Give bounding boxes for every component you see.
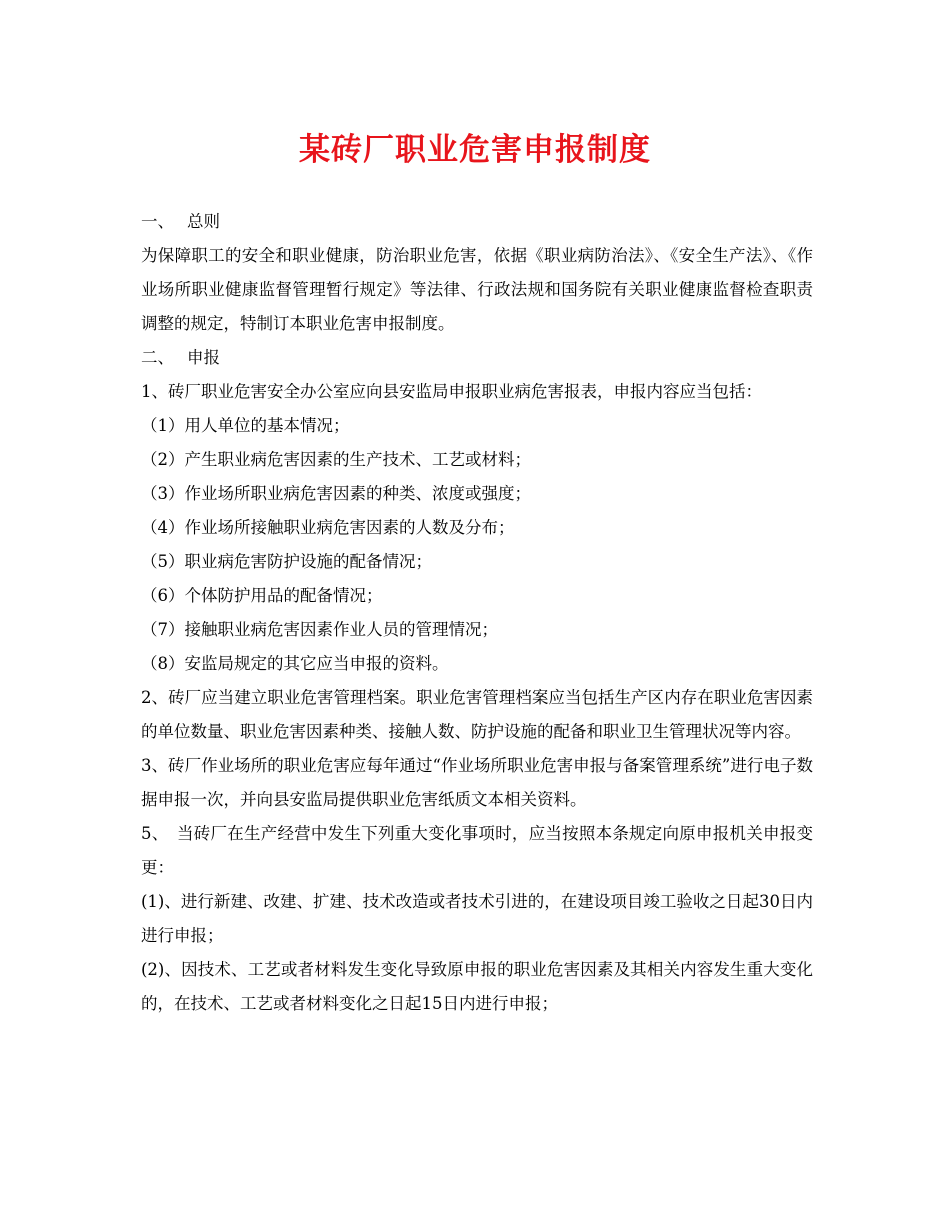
change-item: (2)、因技术、工艺或者材料发生变化导致原申报的职业危害因素及其相关内容发生重大变化的，在技术、工艺或者材料变化之日起15日内进行申报； bbox=[141, 960, 813, 1013]
report-item-2: 2、砖厂应当建立职业危害管理档案。职业危害管理档案应当包括生产区内存在职业危害因素的单位数量、职业危害因素种类、接触人数、防护设施的配备和职业卫生管理状况等内容。 bbox=[141, 688, 813, 741]
section-heading-general bbox=[141, 205, 813, 239]
document-body bbox=[141, 205, 813, 1021]
change-item: (1)、进行新建、改建、扩建、技术改造或者技术引进的，在建设项目竣工验收之日起30日内进行申报； bbox=[141, 892, 813, 945]
report-item-3: 3、砖厂作业场所的职业危害应每年通过“作业场所职业危害申报与备案管理系统”进行电子数据申报一次，并向县安监局提供职业危害纸质文本相关资料。 bbox=[141, 756, 813, 809]
sub-item: （4）作业场所接触职业病危害因素的人数及分布； bbox=[141, 518, 515, 537]
sub-item: （2）产生职业病危害因素的生产技术、工艺或材料； bbox=[141, 450, 531, 469]
sub-item: （1）用人单位的基本情况； bbox=[141, 416, 350, 435]
section-number: 二、 bbox=[141, 348, 174, 367]
section-title: 总则 bbox=[187, 212, 220, 231]
report-item-1: 1、砖厂职业危害安全办公室应向县安监局申报职业病危害报表，申报内容应当包括： bbox=[141, 382, 762, 401]
sub-item: （7）接触职业病危害因素作业人员的管理情况； bbox=[141, 620, 498, 639]
sub-item: （3）作业场所职业病危害因素的种类、浓度或强度； bbox=[141, 484, 531, 503]
document-title: 某砖厂职业危害申报制度 bbox=[299, 132, 651, 168]
section-title: 申报 bbox=[187, 348, 220, 367]
section-number: 一、 bbox=[141, 212, 174, 231]
general-paragraph: 为保障职工的安全和职业健康，防治职业危害，依据《职业病防治法》、《安全生产法》、《作业场所职业健康监督管理暂行规定》等法律、行政法规和国务院有关职业健康监督检查职责调整的规定，特制订本职业危害申报制度。 bbox=[141, 246, 813, 333]
sub-item: （5）职业病危害防护设施的配备情况； bbox=[141, 552, 432, 571]
sub-item: （6）个体防护用品的配备情况； bbox=[141, 586, 383, 605]
sub-item: （8）安监局规定的其它应当申报的资料。 bbox=[141, 654, 449, 673]
section-heading-report bbox=[141, 341, 813, 375]
report-item-5: 5、 当砖厂在生产经营中发生下列重大变化事项时，应当按照本条规定向原申报机关申报变更： bbox=[141, 824, 813, 877]
